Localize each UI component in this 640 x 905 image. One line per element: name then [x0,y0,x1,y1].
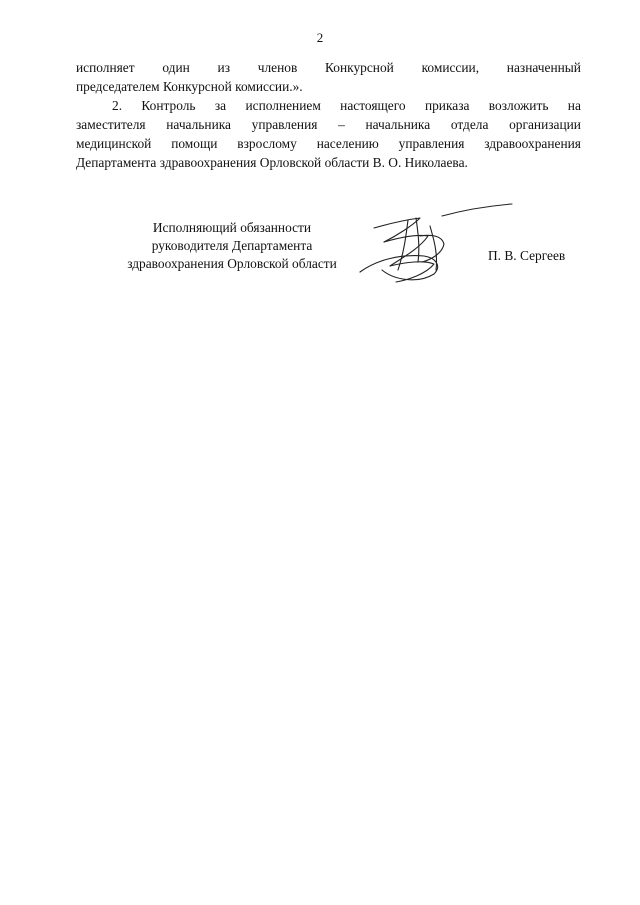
word: на [567,98,581,113]
document-body [76,58,581,172]
word: настоящего [340,98,406,113]
word: исполняет [76,60,135,75]
word: взрослому [237,136,297,151]
paragraph1-line2: председателем Конкурсной комиссии.». [76,79,303,94]
word: один [162,60,190,75]
signatory-title-line: здравоохранения Орловской области [127,256,337,271]
word: – [338,117,345,132]
word: назначенный [506,60,581,75]
word: возложить [488,98,549,113]
word: заместителя [76,117,146,132]
word: за [214,98,227,113]
word: организации [509,117,581,132]
word: членов [257,60,298,75]
word: исполнением [245,98,321,113]
word: помощи [171,136,218,151]
paragraph2-line4: Департамента здравоохранения Орловской области В. О. Николаева. [76,155,468,170]
signatory-title-line: руководителя Департамента [151,238,313,253]
page-number: 2 [316,30,324,45]
handwritten-signature [346,196,516,286]
word: из [217,60,231,75]
word: начальника [365,117,431,132]
paragraph2-line3 [76,134,581,153]
word: отдела [450,117,489,132]
word: управления [398,136,465,151]
word: приказа [424,98,470,113]
signer-name: П. В. Сергеев [488,248,566,263]
word: населению [316,136,379,151]
paragraph2-line1 [76,96,581,115]
paragraph1-line1 [76,58,581,77]
word: комиссии, [421,60,480,75]
signatory-title [102,219,362,273]
word: здравоохранения [484,136,581,151]
paragraph2-line2 [76,115,581,134]
word: управления [251,117,318,132]
word: 2. [112,98,123,113]
signatory-title-line: Исполняющий обязанности [152,220,312,235]
word: начальника [166,117,231,132]
word: Конкурсной [325,60,394,75]
word: медицинской [76,136,152,151]
word: Контроль [141,98,196,113]
